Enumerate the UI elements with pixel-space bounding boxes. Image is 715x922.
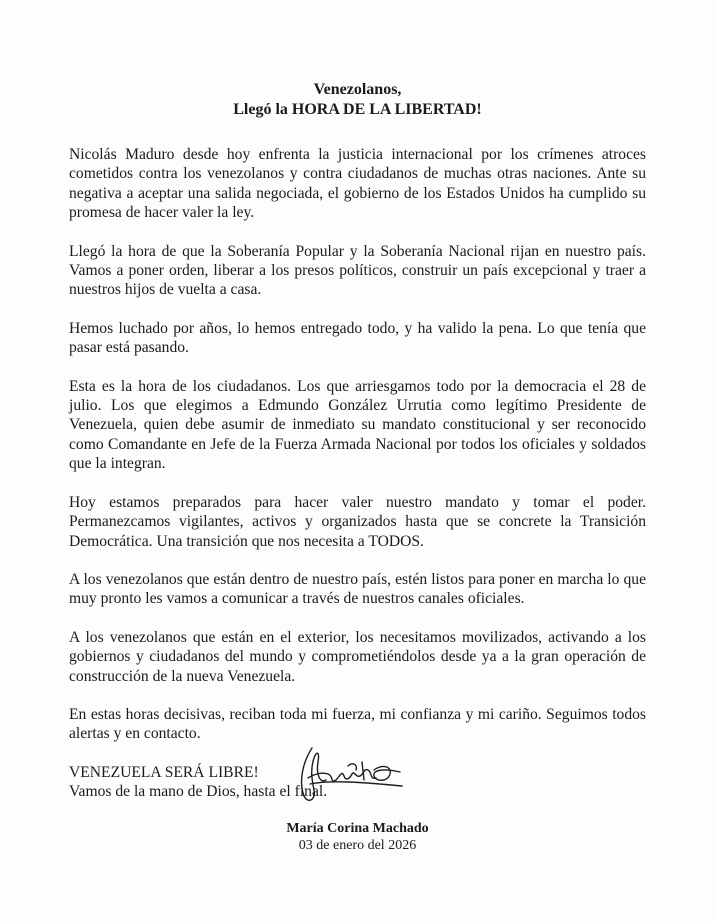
paragraph: Esta es la hora de los ciudadanos. Los que arriesgamos todo por la democracia el 28 de julio. Los que elegimos a Edmundo González Urrutia como legítimo Presidente de Venezuela, quien debe asumir de inmediato su mandato constitucional y ser reconocido como Comandante en Jefe de la Fuerza Armada Nacional por todos los oficiales y soldados que la integran. bbox=[69, 377, 646, 473]
letter-title: Llegó la HORA DE LA LIBERTAD! bbox=[233, 101, 482, 118]
signature-date: 03 de enero del 2026 bbox=[298, 838, 417, 853]
paragraph: Hoy estamos preparados para hacer valer nuestro mandato y tomar el poder. Permanezcamos vigilantes, activos y organizados hasta que se concrete la Transición Democrática. Una transición que nos necesita a TODOS. bbox=[69, 493, 646, 550]
signer-name: María Corina Machado bbox=[286, 821, 429, 836]
closing-slogan: VENEZUELA SERÁ LIBRE! bbox=[69, 763, 259, 781]
paragraph: A los venezolanos que están en el exterior, los necesitamos movilizados, activando a los gobiernos y ciudadanos del mundo y comprometiéndolos desde ya a la gran operación de construcción de la nueva Venezuela. bbox=[69, 628, 646, 685]
paragraph: A los venezolanos que están dentro de nuestro país, estén listos para poner en marcha lo que muy pronto les vamos a comunicar a través de nuestros canales oficiales. bbox=[69, 570, 646, 608]
paragraph: En estas horas decisivas, reciban toda mi fuerza, mi confianza y mi cariño. Seguimos todos alertas y en contacto. bbox=[69, 705, 646, 743]
salutation: Venezolanos, bbox=[313, 81, 402, 98]
letter-heading bbox=[69, 80, 646, 120]
paragraph: Hemos luchado por años, lo hemos entregado todo, y ha valido la pena. Lo que tenía que pasar está pasando. bbox=[69, 319, 646, 357]
paragraph: Llegó la hora de que la Soberanía Popular y la Soberanía Nacional rijan en nuestro país. Vamos a poner orden, liberar a los presos políticos, construir un país excepcional y traer a nuestros hijos de vuelta a casa. bbox=[69, 242, 646, 299]
closing-blessing: Vamos de la mano de Dios, hasta el final. bbox=[69, 783, 328, 801]
paragraph: Nicolás Maduro desde hoy enfrenta la justicia internacional por los crímenes atroces cometidos contra los venezolanos y contra ciudadanos de muchas otras naciones. Ante su negativa a aceptar una salida negociada, el gobierno de los Estados Unidos ha cumplido su promesa de hacer valer la ley. bbox=[69, 146, 646, 222]
letter-body bbox=[69, 145, 646, 744]
signature-icon bbox=[290, 740, 410, 806]
